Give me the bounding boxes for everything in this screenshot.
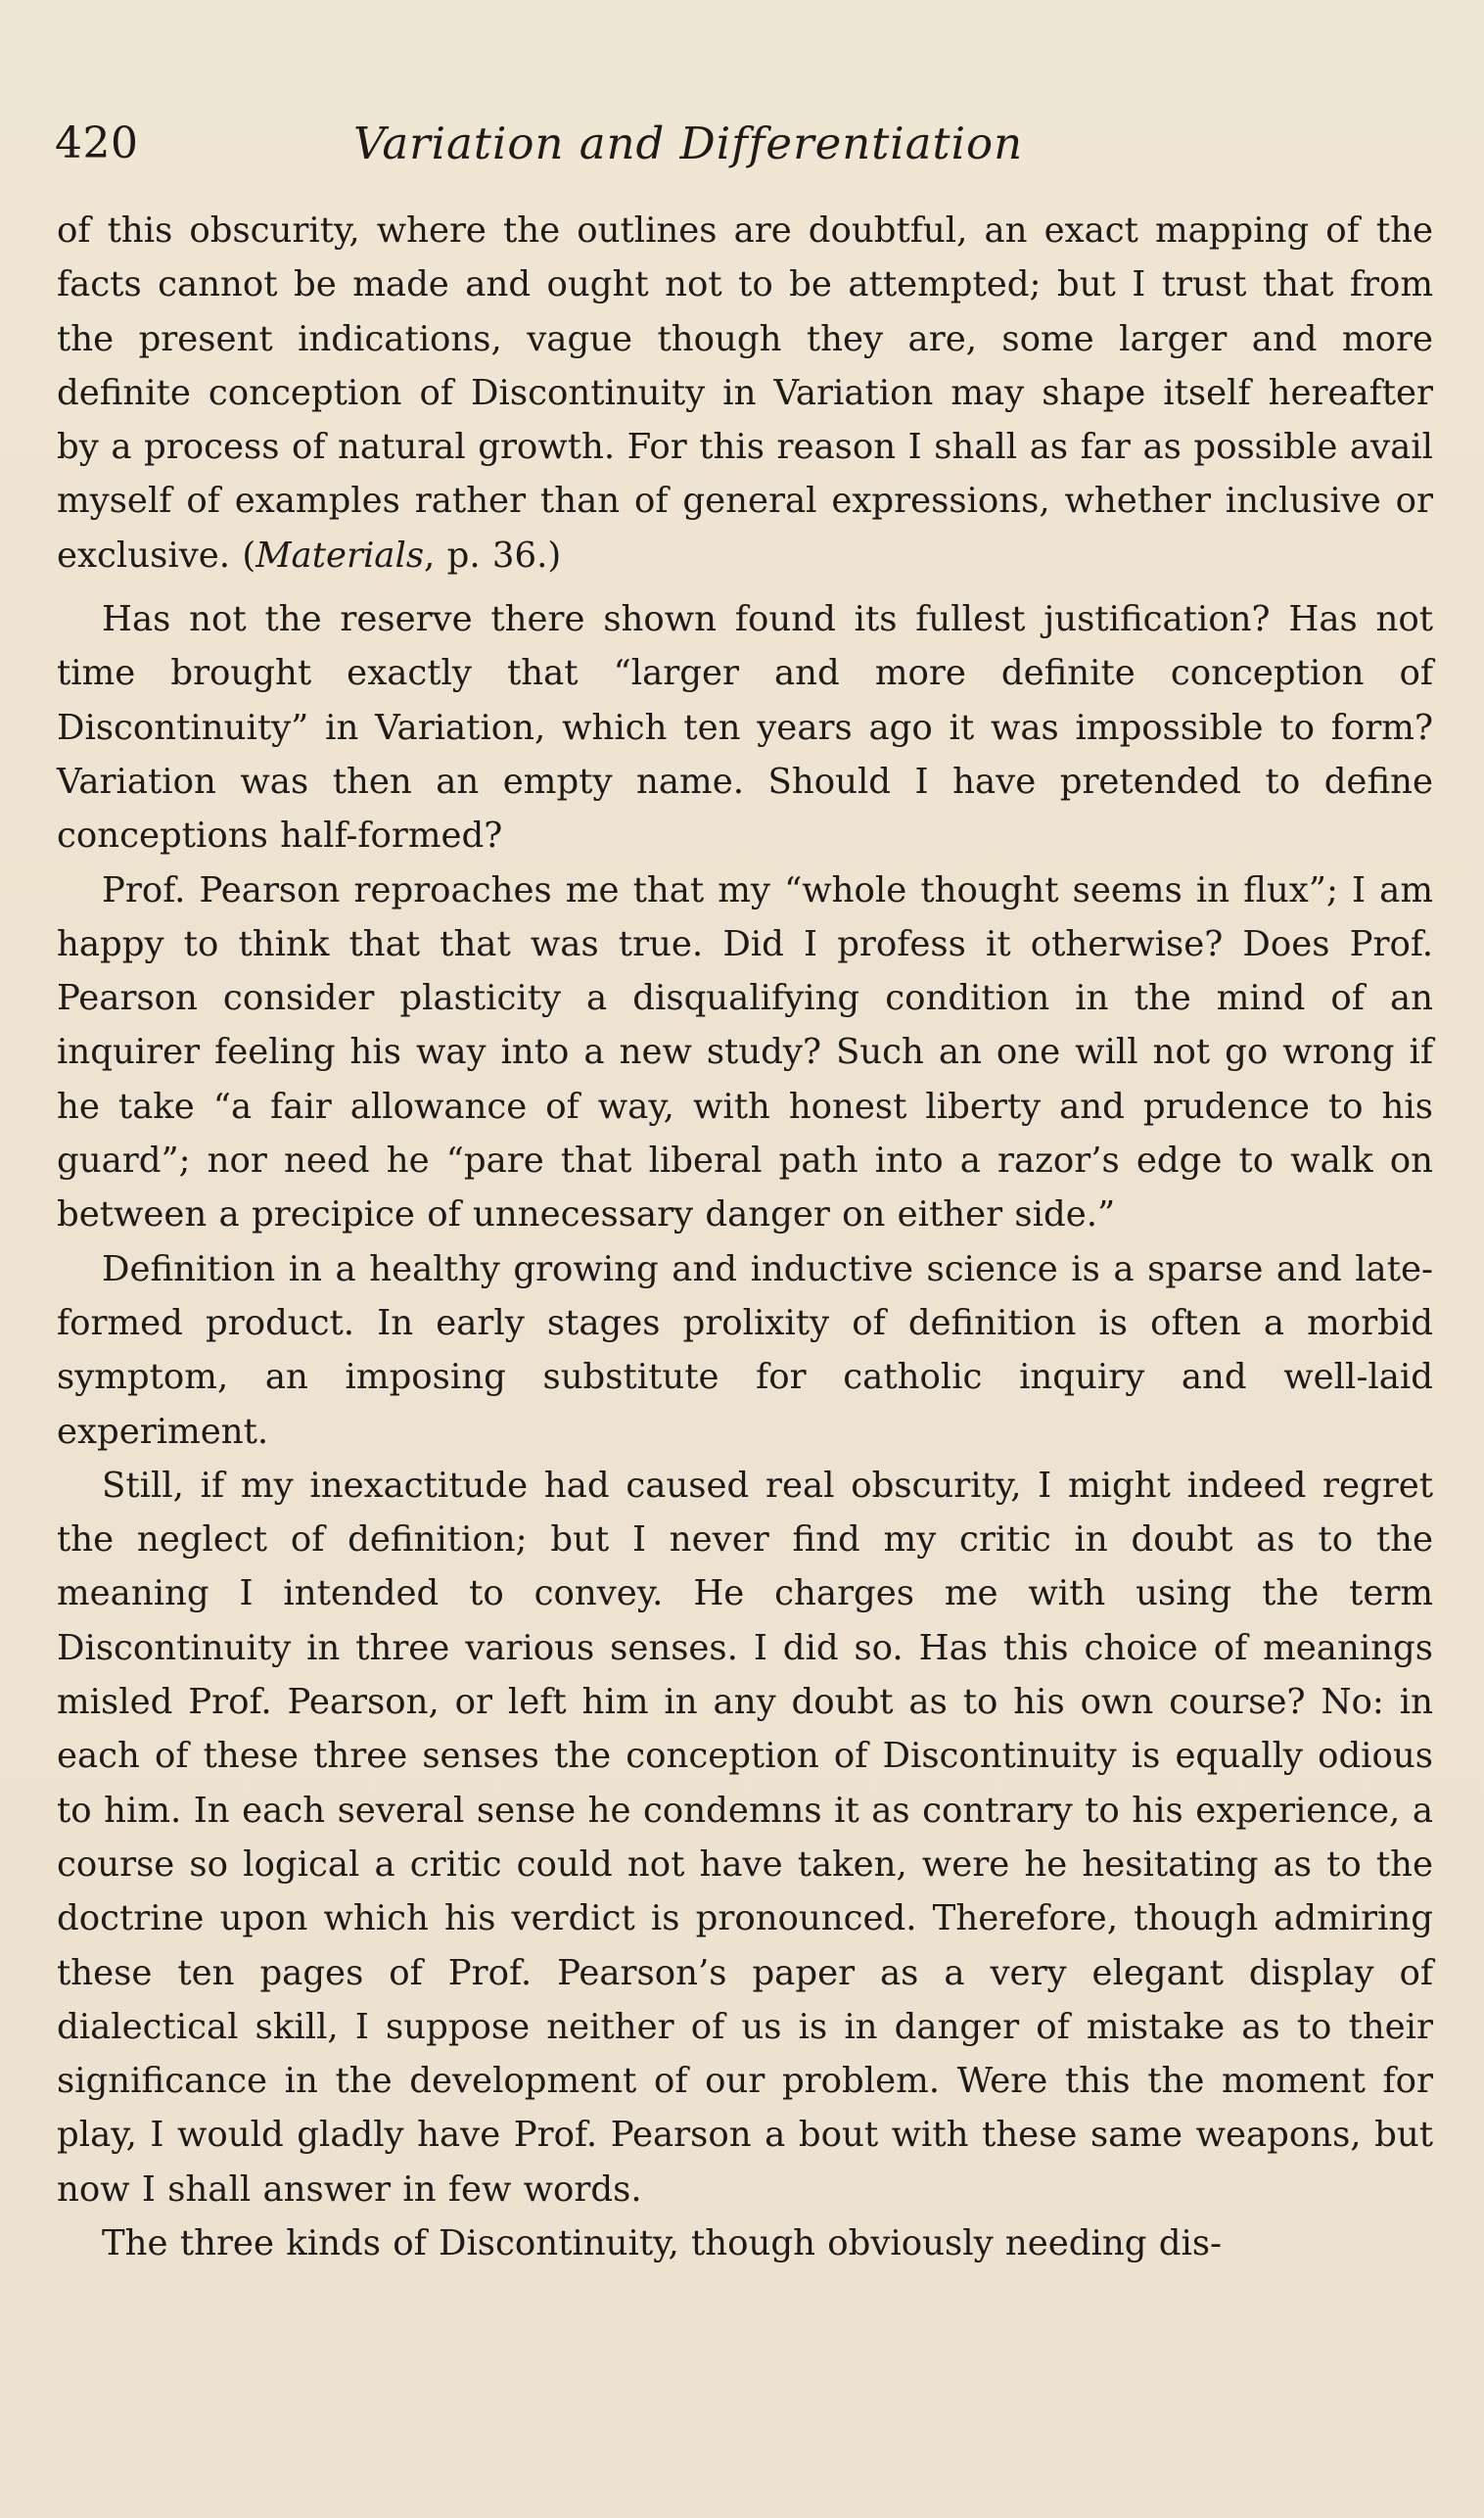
paragraph: Still, if my inexactitude had caused real obscurity, I might indeed regret the neglect of definition; but I never find my critic in doubt as to the meaning I intended to convey. He charges me with using the term Discontinuity in three various senses. I did so. Has this choice of meanings misled Prof. Pearson, or left him in any doubt as to his own course? No: in each of these three senses the conception of Discontinuity is equally odious to him. In each several sense he condemns it as contrary to his experience, a course so logical a critic could not have taken, were he hesitating as to the doctrine upon which his verdict is pronounced. Therefore, though admiring these ten pages of Prof. Pearson’s paper as a very elegant display of dialectical skill, I suppose neither of us is in danger of mistake as to their significance in the development of our problem. Were this the moment for play, I would gladly have Prof. Pearson a bout with these same weapons, but now I shall answer in few words.: [57, 1465, 1433, 2210]
body-text: [57, 204, 1433, 2270]
paragraph: Prof. Pearson reproaches me that my “whole thought seems in flux”; I am happy to think that that was true. Did I profess it otherwise? Does Prof. Pearson consider plasticity a disqualifying condition in the mind of an inquirer feeling his way into a new study? Such an one will not go wrong if he take “a fair allowance of way, with honest liberty and prudence to his guard”; nor need he “pare that liberal path into a razor’s edge to walk on between a precipice of unnecessary danger on either side.”: [57, 869, 1433, 1236]
paragraph: Has not the reserve there shown found its fullest justification? Has not time brought exactly that “larger and more definite conception of Discontinuity” in Variation, which ten years ago it was impossible to form? Variation was then an empty name. Should I have pretended to define conceptions half-formed?: [57, 599, 1433, 857]
quoted-passage-text: of this obscurity, where the outlines are doubtful, an exact mapping of the facts cannot be made and ought not to be attempted; but I trust that from the present indications, vague though they are, some larger and more definite conception of Discontinuity in Variation may shape itself hereafter by a process of natural growth. For this reason I shall as far as possible avail myself of examples rather than of general expressions, whether inclusive or exclusive. (: [57, 210, 1433, 576]
quoted-passage: [57, 204, 1433, 583]
running-head: [55, 110, 1429, 178]
citation-title: Materials: [255, 535, 425, 576]
running-title: Variation and Differentiation: [352, 117, 1024, 169]
paragraph: The three kinds of Discontinuity, though obviously needing dis-: [102, 2222, 1223, 2263]
paragraph: Definition in a healthy growing and inductive science is a sparse and late-formed product. In early stages prolixity of definition is often a morbid symptom, an imposing substitute for catholic inquiry and well-laid experiment.: [57, 1248, 1433, 1452]
citation-page: , p. 36.): [424, 535, 562, 576]
page-number: 420: [55, 118, 139, 168]
